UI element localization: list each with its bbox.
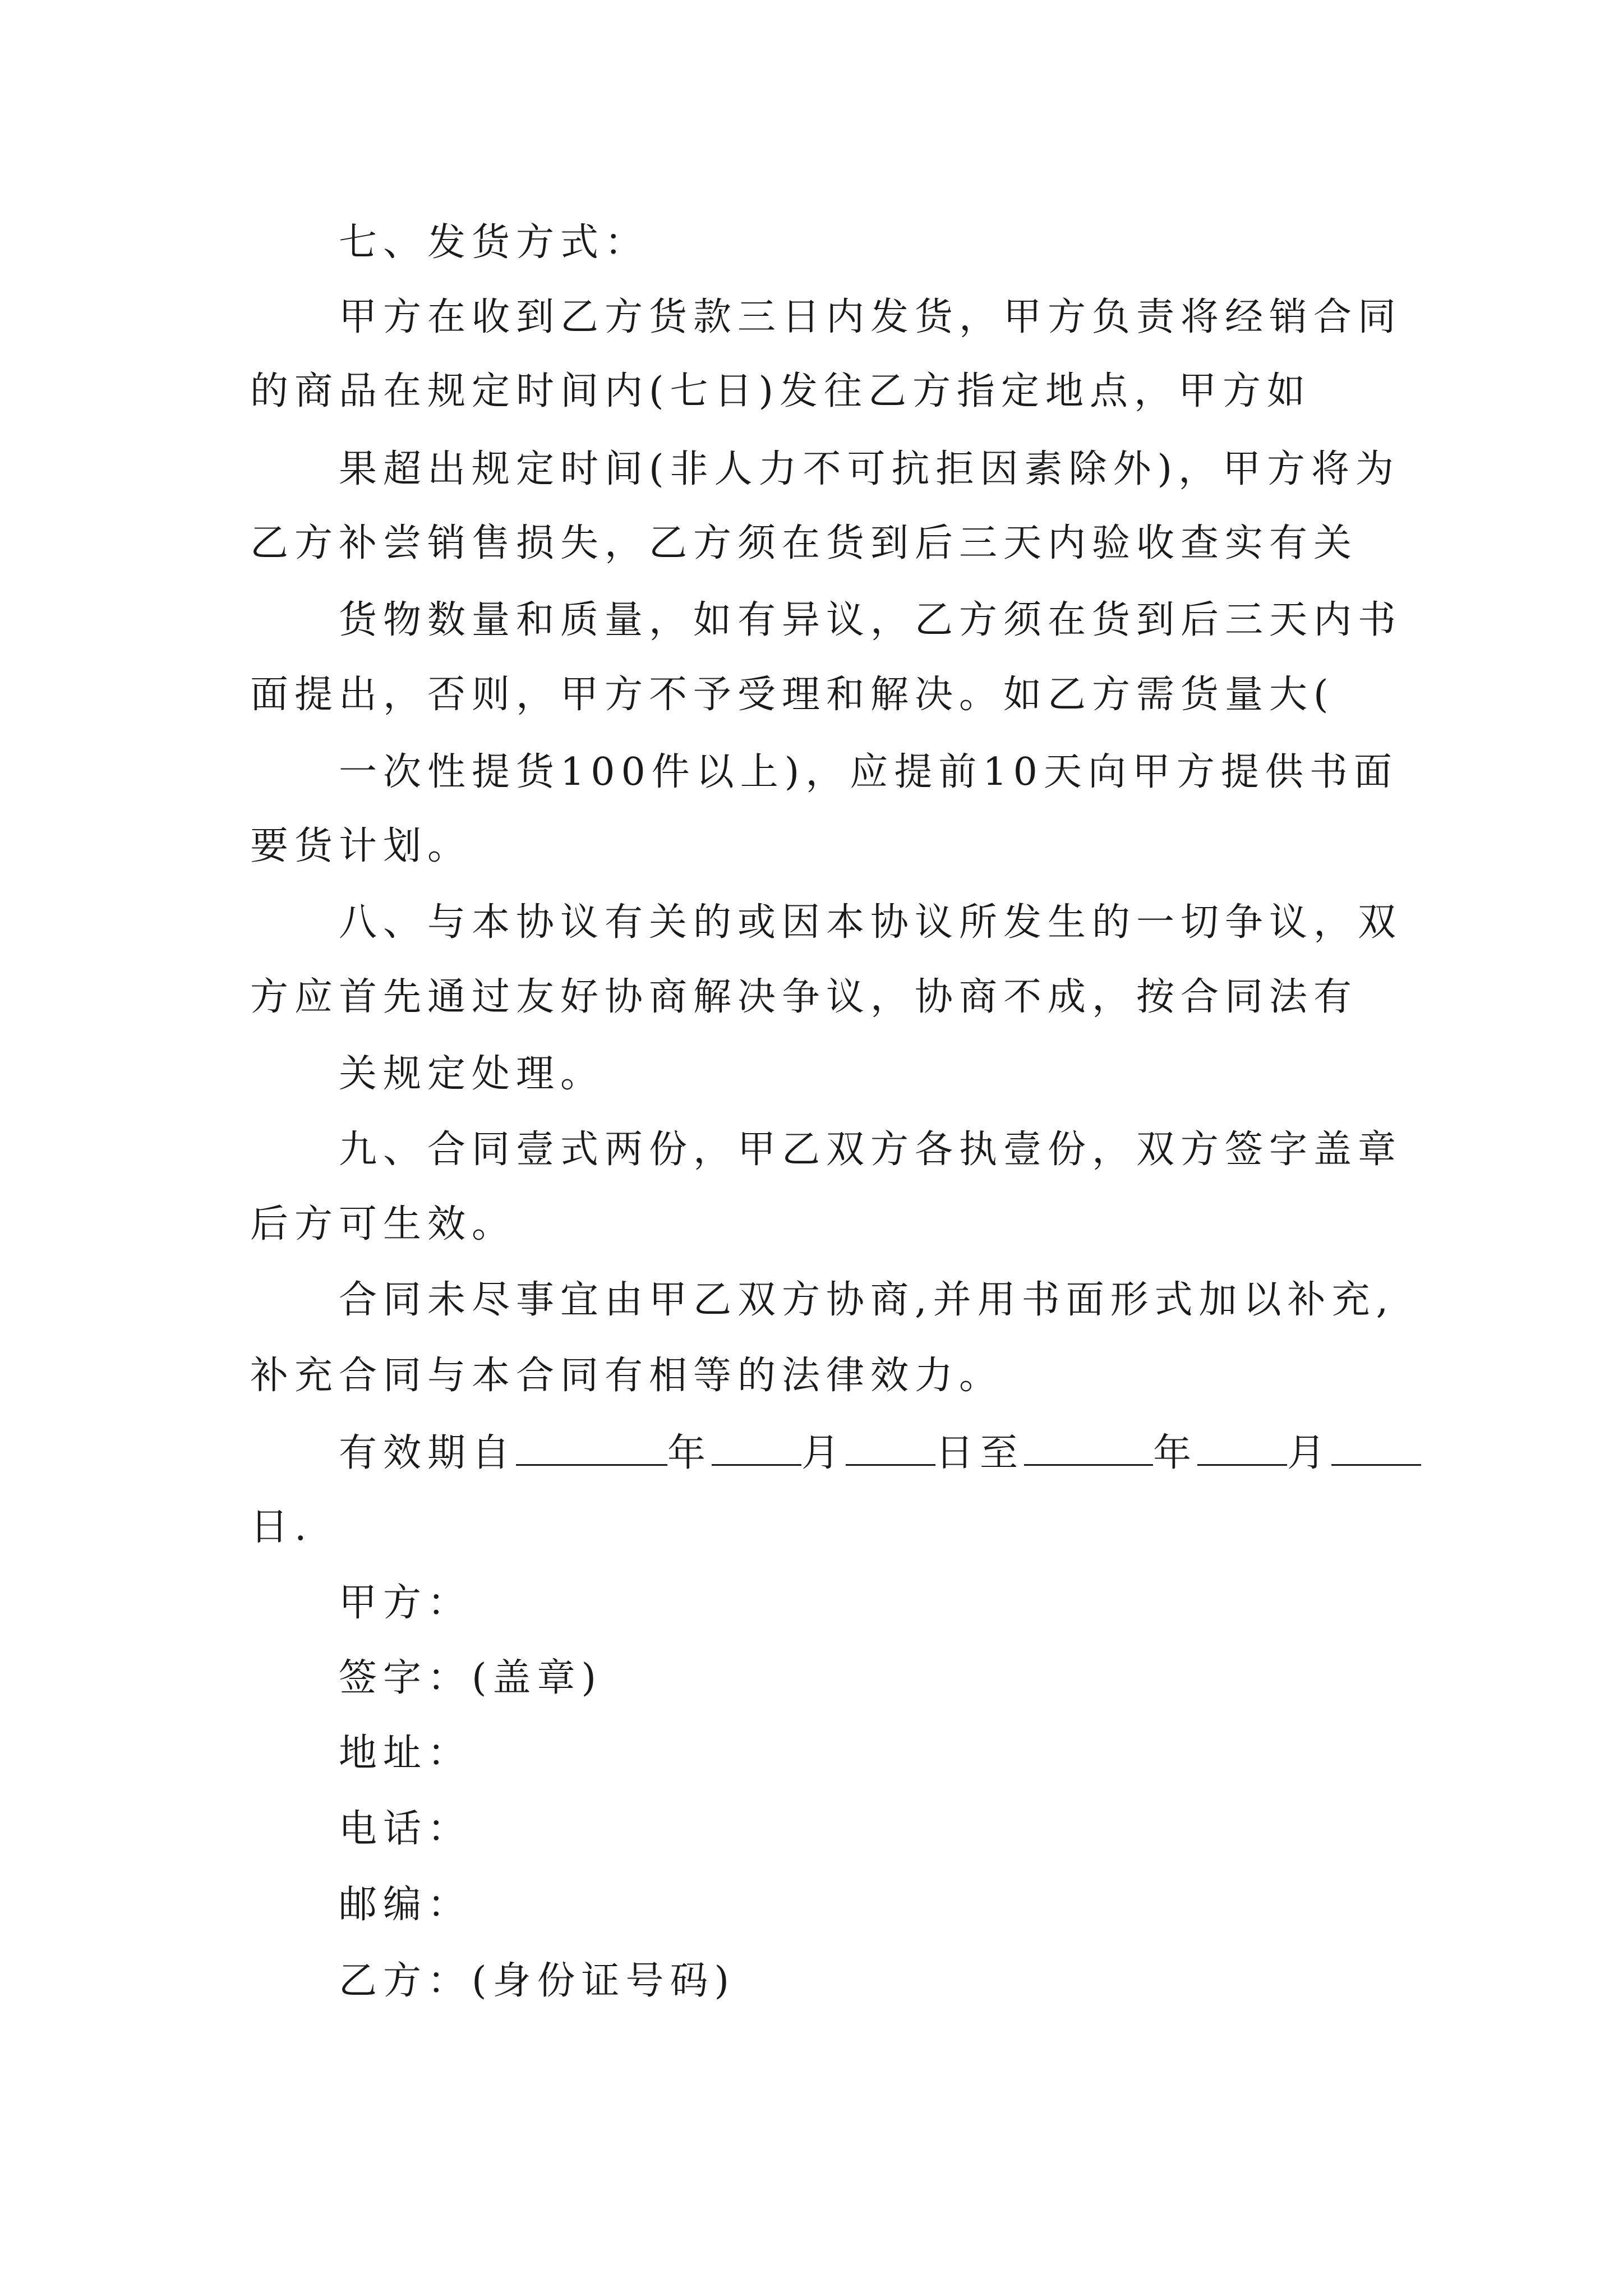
paragraph-line: 合同未尽事宜由甲乙双方协商,并用书面形式加以补充, bbox=[339, 1278, 1395, 1322]
blank-field bbox=[516, 1425, 667, 1466]
paragraph-line: 后方可生效。 bbox=[250, 1202, 517, 1246]
paragraph-line: 乙方补尝销售损失，乙方须在货到后三天内验收查实有关 bbox=[250, 521, 1358, 565]
blank-field bbox=[712, 1425, 801, 1466]
paragraph-line: 关规定处理。 bbox=[339, 1052, 605, 1096]
validity-month: 月 bbox=[801, 1431, 846, 1475]
paragraph-line: 方应首先通过友好协商解决争议，协商不成，按合同法有 bbox=[250, 975, 1358, 1019]
validity-line bbox=[339, 1425, 1421, 1480]
paragraph-line: 要货计划。 bbox=[250, 824, 472, 868]
paragraph-line: 的商品在规定时间内(七日)发往乙方指定地点，甲方如 bbox=[250, 369, 1312, 413]
blank-field bbox=[1197, 1425, 1287, 1466]
section-8-line: 八、与本协议有关的或因本协议所发生的一切争议，双 bbox=[339, 900, 1403, 945]
paragraph-line: 货物数量和质量，如有异议，乙方须在货到后三天内书 bbox=[339, 598, 1403, 642]
blank-field bbox=[1024, 1425, 1153, 1466]
validity-end: 日. bbox=[250, 1505, 313, 1549]
party-a-label: 甲方： bbox=[339, 1581, 472, 1625]
paragraph-line: 一次性提货100件以上)，应提前10天向甲方提供书面 bbox=[339, 750, 1398, 794]
phone-label: 电话： bbox=[339, 1807, 472, 1851]
validity-year: 年 bbox=[667, 1431, 712, 1475]
postcode-label: 邮编： bbox=[339, 1883, 472, 1927]
blank-field bbox=[1331, 1425, 1421, 1466]
address-label: 地址： bbox=[339, 1731, 472, 1775]
validity-month-2: 月 bbox=[1287, 1431, 1332, 1475]
paragraph-line: 甲方在收到乙方货款三日内发货，甲方负责将经销合同 bbox=[339, 295, 1403, 339]
blank-field bbox=[846, 1425, 935, 1466]
paragraph-line: 果超出规定时间(非人力不可抗拒因素除外)，甲方将为 bbox=[339, 447, 1400, 491]
validity-year-2: 年 bbox=[1153, 1431, 1198, 1475]
signature-label: 签字：(盖章) bbox=[339, 1656, 603, 1700]
paragraph-line: 面提出，否则，甲方不予受理和解决。如乙方需货量大( bbox=[250, 673, 1335, 717]
validity-day-to: 日至 bbox=[935, 1431, 1025, 1475]
section-9-line: 九、合同壹式两份，甲乙双方各执壹份，双方签字盖章 bbox=[339, 1128, 1403, 1172]
party-b-label: 乙方：(身份证号码) bbox=[339, 1959, 736, 2003]
validity-prefix: 有效期自 bbox=[339, 1431, 517, 1475]
section-7-heading: 七、发货方式： bbox=[339, 220, 649, 265]
paragraph-line: 补充合同与本合同有相等的法律效力。 bbox=[250, 1354, 1004, 1398]
